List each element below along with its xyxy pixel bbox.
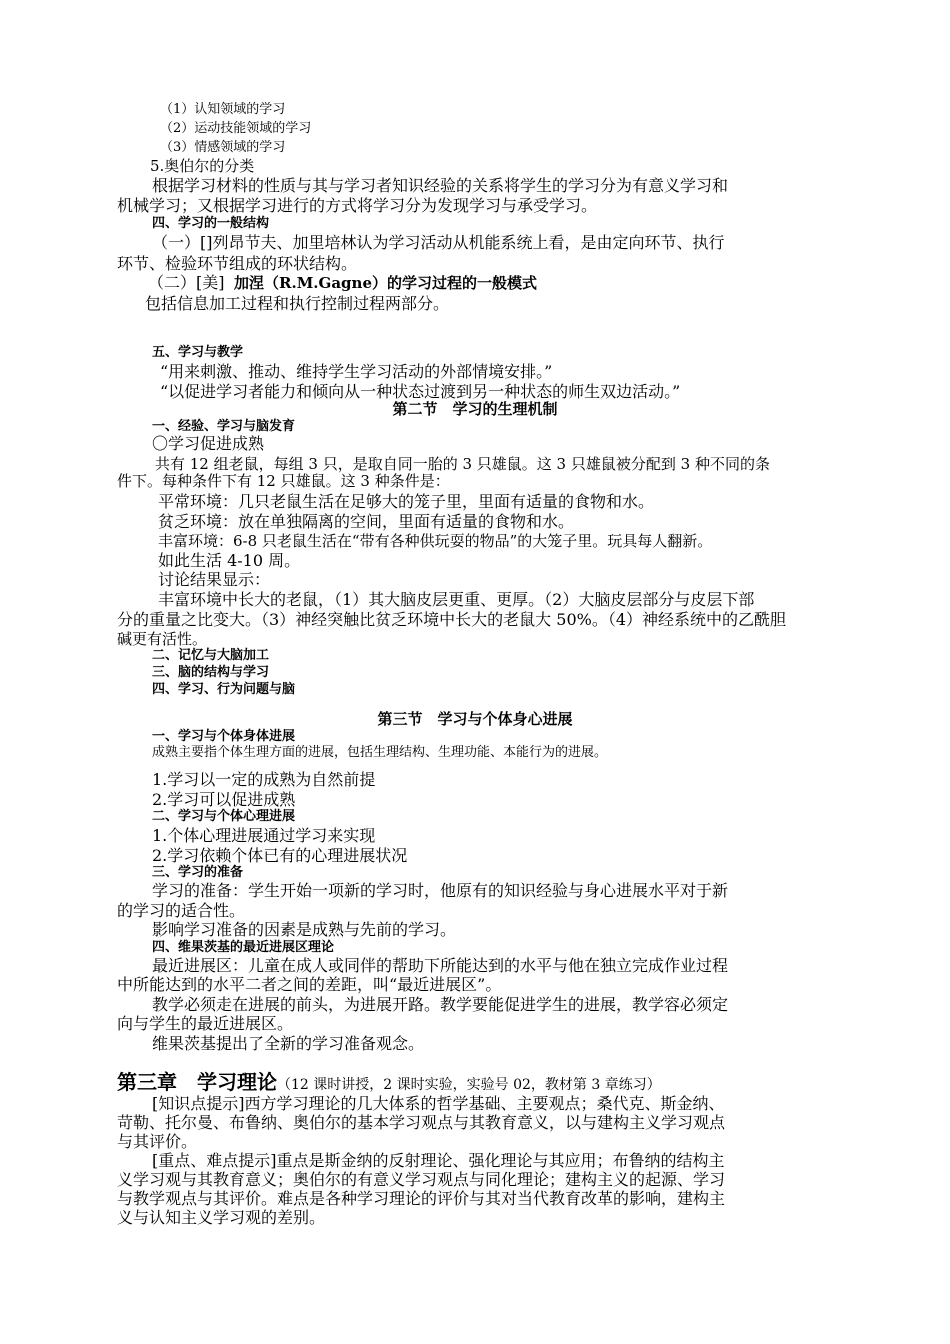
paragraph-line: 贫乏环境：放在单独隔离的空间，里面有适量的食物和水。 — [158, 512, 575, 531]
section-title: 第三节 学习与个体身心进展 — [377, 710, 573, 728]
list-item: 2.学习依赖个体已有的心理进展状况 — [152, 846, 408, 865]
paragraph-line: 碱更有活性。 — [117, 630, 208, 648]
subsection-heading: 四、学习、行为问题与脑 — [152, 682, 296, 697]
subsection-heading: 二、学习与个体心理进展 — [152, 809, 296, 824]
paragraph-line: （一）[]列昂节夫、加里培林认为学习活动从机能系统上看，是由定向环节、执行 — [152, 233, 725, 252]
paragraph-line: 如此生活 4-10 周。 — [158, 551, 301, 570]
paragraph-line-prefix: （二）[美] — [148, 273, 225, 292]
paragraph-line: 共有 12 组老鼠，每组 3 只，是取自同一胎的 3 只雄鼠。这 3 只雄鼠被分配到 3 种不同的条 — [155, 455, 770, 473]
list-item: （1）认知领域的学习 — [160, 102, 286, 117]
paragraph-line: 机械学习；又根据学习进行的方式将学习分为发现学习与承受学习。 — [117, 196, 598, 215]
paragraph-line: 向与学生的最近进展区。 — [117, 1014, 294, 1033]
paragraph-line: 最近进展区：儿童在成人或同伴的帮助下所能达到的水平与他在独立完成作业过程 — [152, 956, 729, 975]
list-item: 2.学习可以促进成熟 — [152, 790, 296, 809]
section-heading: 四、学习的一般结构 — [152, 216, 270, 231]
paragraph-line: 与其评价。 — [117, 1132, 198, 1151]
section-title: 第二节 学习的生理机制 — [392, 400, 558, 418]
paragraph-line-bold: 加涅（R.M.Gagne）的学习过程的一般模式 — [234, 274, 537, 292]
paragraph-line: 环节、检验环节组成的环状结构。 — [117, 254, 358, 273]
chapter-note: （12 课时讲授，2 课时实验，实验号 02，教材第 3 章练习） — [277, 1077, 661, 1093]
paragraph-line: 影响学习准备的因素是成熟与先前的学习。 — [152, 920, 457, 939]
paragraph-line: 成熟主要指个体生理方面的进展，包括生理结构、生理功能、本能行为的进展。 — [152, 745, 608, 760]
paragraph-line: 根据学习材料的性质与其与学习者知识经验的关系将学生的学习分为有意义学习和 — [152, 176, 729, 195]
paragraph-line: 苛勒、托尔曼、布鲁纳、奥伯尔的基本学习观点与其教育意义，以与建构主义学习观点 — [117, 1113, 726, 1132]
paragraph-line: 件下。每种条件下有 12 只雄鼠。这 3 种条件是： — [117, 472, 450, 490]
paragraph-line: 平常环境：几只老鼠生活在足够大的笼子里，里面有适量的食物和水。 — [158, 492, 655, 511]
paragraph-line: 包括信息加工过程和执行控制过程两部分。 — [145, 294, 450, 313]
quote-line: “用来刺激、推动、维持学生学习活动的外部情境安排。” — [160, 362, 553, 381]
numbered-heading: 5.奥伯尔的分类 — [150, 157, 255, 175]
subsection-heading: 一、学习与个体身体进展 — [152, 729, 296, 744]
subsection-heading: 三、脑的结构与学习 — [152, 665, 270, 680]
paragraph-line: 分的重量之比变大。（3）神经突触比贫乏环境中长大的老鼠大 50%。（4）神经系统中的乙酰胆 — [117, 610, 787, 629]
subsection-heading: 二、记忆与大脑加工 — [152, 648, 270, 663]
subsection-heading: 三、学习的准备 — [152, 865, 244, 880]
list-item: （3）情感领域的学习 — [160, 140, 286, 155]
quote-line: “以促进学习者能力和倾向从一种状态过渡到另一种状态的师生双边活动。” — [160, 382, 681, 401]
chapter-heading — [117, 1072, 661, 1092]
paragraph-line: 讨论结果显示： — [158, 570, 271, 589]
subsection-heading: 一、经验、学习与脑发育 — [152, 419, 296, 434]
paragraph-line: 教学必须走在进展的前头，为进展开路。教学要能促进学生的进展，教学容必须定 — [152, 995, 729, 1014]
paragraph-line: [知识点提示]西方学习理论的几大体系的哲学基础、主要观点；桑代克、斯金纳、 — [152, 1094, 725, 1113]
paragraph-line: 维果茨基提出了全新的学习准备观念。 — [152, 1034, 425, 1053]
list-item: 1.学习以一定的成熟为自然前提 — [152, 770, 376, 789]
paragraph-line: 中所能达到的水平二者之间的差距，叫“最近进展区”。 — [117, 975, 502, 994]
paragraph-line: 的学习的适合性。 — [117, 901, 246, 920]
list-item: 1.个体心理进展通过学习来实现 — [152, 826, 376, 845]
list-item: （2）运动技能领域的学习 — [160, 121, 312, 136]
subsection-heading: 四、维果茨基的最近进展区理论 — [152, 940, 335, 955]
paragraph-line: 丰富环境：6-8 只老鼠生活在“带有各种供玩耍的物品”的大笼子里。玩具每人翻新。 — [158, 532, 713, 550]
paragraph-line: 〇学习促进成熟 — [152, 434, 265, 453]
paragraph-line: 学习的准备：学生开始一项新的学习时，他原有的知识经验与身心进展水平对于新 — [152, 881, 729, 900]
paragraph-line: [重点、难点提示]重点是斯金纳的反射理论、强化理论与其应用；布鲁纳的结构主 — [152, 1151, 725, 1170]
paragraph-line: 义学习观与其教育意义；奥伯尔的有意义学习观点与同化理论；建构主义的起源、学习 — [117, 1170, 726, 1189]
section-heading: 五、学习与教学 — [152, 345, 244, 360]
paragraph-line: 丰富环境中长大的老鼠，（1）其大脑皮层更重、更厚。（2）大脑皮层部分与皮层下部 — [158, 590, 755, 609]
paragraph-line: 与教学观点与其评价。难点是各种学习理论的评价与其对当代教育改革的影响，建构主 — [117, 1189, 726, 1208]
paragraph-line: 义与认知主义学习观的差别。 — [117, 1208, 326, 1227]
chapter-title: 第三章 学习理论 — [117, 1070, 277, 1094]
